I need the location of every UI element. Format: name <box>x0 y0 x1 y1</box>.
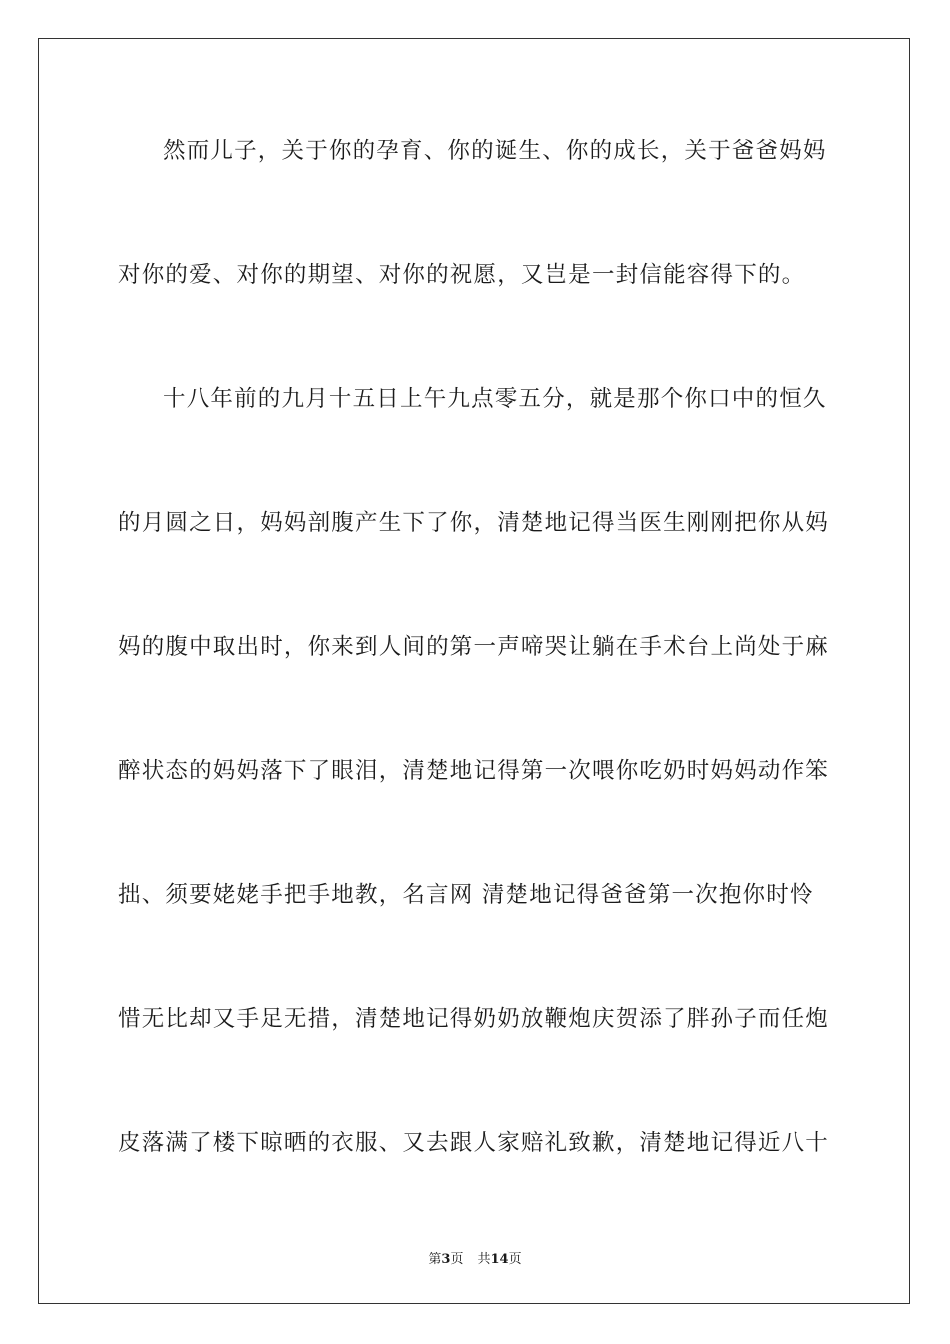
paragraph-line: 对你的爱、对你的期望、对你的祝愿，又岂是一封信能容得下的。 <box>118 262 806 288</box>
page-prefix: 第 <box>428 1252 442 1267</box>
paragraph-line: 然而儿子，关于你的孕育、你的诞生、你的成长，关于爸爸妈妈 <box>163 138 827 164</box>
page-total: 14 <box>490 1252 509 1267</box>
total-prefix: 共 <box>477 1252 491 1267</box>
paragraph-line: 皮落满了楼下晾晒的衣服、又去跟人家赔礼致歉，清楚地记得近八十 <box>118 1130 830 1156</box>
page-border <box>38 38 910 1304</box>
paragraph-line: 惜无比却又手足无措，清楚地记得奶奶放鞭炮庆贺添了胖孙子而任炮 <box>118 1006 830 1032</box>
paragraph-line: 醉状态的妈妈落下了眼泪，清楚地记得第一次喂你吃奶时妈妈动作笨 <box>118 758 830 784</box>
page-suffix: 页 <box>450 1252 464 1267</box>
page-current: 3 <box>441 1252 451 1267</box>
paragraph-line: 十八年前的九月十五日上午九点零五分，就是那个你口中的恒久 <box>163 386 827 412</box>
paragraph-line: 拙、须要姥姥手把手地教，名言网 清楚地记得爸爸第一次抱你时怜 <box>118 882 814 908</box>
page-footer <box>0 1248 950 1267</box>
paragraph-line: 的月圆之日，妈妈剖腹产生下了你，清楚地记得当医生刚刚把你从妈 <box>118 510 830 536</box>
paragraph-line: 妈的腹中取出时，你来到人间的第一声啼哭让躺在手术台上尚处于麻 <box>118 634 830 660</box>
total-suffix: 页 <box>508 1252 522 1267</box>
